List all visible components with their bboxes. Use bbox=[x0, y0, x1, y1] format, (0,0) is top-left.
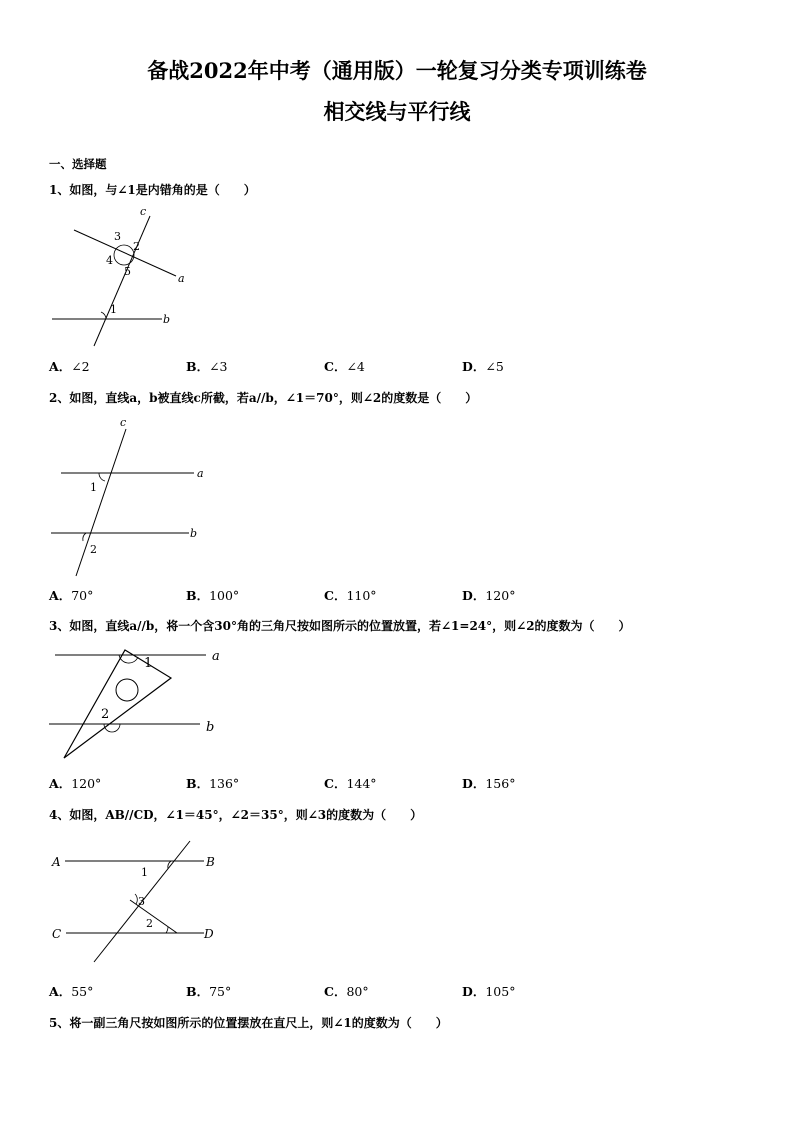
angle-3-label: 3 bbox=[114, 230, 121, 243]
label-a: a bbox=[178, 272, 185, 285]
question-2-figure bbox=[44, 412, 214, 578]
question-2-stem: 2、如图，直线a，b被直线c所截，若a//b，∠1＝70°，则∠2的度数是（ ） bbox=[49, 391, 478, 405]
angle-2-label: 2 bbox=[146, 917, 153, 930]
label-b: b bbox=[163, 313, 171, 326]
angle-1-label: 1 bbox=[144, 656, 153, 671]
question-1-figure bbox=[44, 200, 204, 350]
angle-2-label: 2 bbox=[90, 543, 97, 556]
angle-3-label: 3 bbox=[138, 895, 145, 908]
angle-5-label: 5 bbox=[124, 265, 131, 278]
page-subtitle: 相交线与平行线 bbox=[323, 99, 471, 124]
label-c: c bbox=[120, 416, 127, 429]
q3-option-c[interactable]: C．144° bbox=[324, 776, 377, 791]
question-3-stem: 3、如图，直线a//b，将一个含30°角的三角尺按如图所示的位置放置，若∠1=24°，则∠2的度数为（ ） bbox=[49, 619, 631, 633]
q4-option-d[interactable]: D．105° bbox=[462, 984, 516, 999]
angle-1-label: 1 bbox=[110, 303, 117, 316]
page-title: 备战2022年中考（通用版）一轮复习分类专项训练卷 bbox=[147, 58, 647, 83]
q3-option-a[interactable]: A．120° bbox=[49, 776, 102, 791]
q2-option-c[interactable]: C．110° bbox=[324, 588, 377, 603]
q4-option-c[interactable]: C．80° bbox=[324, 984, 369, 999]
question-5-stem: 5、将一副三角尺按如图所示的位置摆放在直尺上，则∠1的度数为（ ） bbox=[49, 1016, 448, 1030]
label-C: C bbox=[52, 927, 62, 941]
q1-option-c[interactable]: C．∠4 bbox=[324, 359, 365, 374]
q1-option-d[interactable]: D．∠5 bbox=[462, 359, 504, 374]
angle-2-label: 2 bbox=[101, 707, 110, 722]
q1-option-a[interactable]: A．∠2 bbox=[49, 359, 90, 374]
q4-option-a[interactable]: A．55° bbox=[49, 984, 94, 999]
question-3-figure bbox=[44, 645, 234, 765]
question-4-stem: 4、如图，AB//CD，∠1＝45°，∠2＝35°，则∠3的度数为（ ） bbox=[49, 808, 423, 822]
label-B: B bbox=[206, 855, 215, 869]
question-4-figure bbox=[44, 838, 224, 966]
label-A: A bbox=[52, 855, 61, 869]
q2-option-b[interactable]: B．100° bbox=[186, 588, 240, 603]
angle-2-label: 2 bbox=[133, 240, 140, 253]
angle-1-label: 1 bbox=[90, 481, 97, 494]
q2-option-d[interactable]: D．120° bbox=[462, 588, 516, 603]
q1-option-b[interactable]: B．∠3 bbox=[186, 359, 228, 374]
label-c: c bbox=[140, 205, 147, 218]
q3-option-b[interactable]: B．136° bbox=[186, 776, 240, 791]
label-a: a bbox=[212, 649, 220, 664]
section-heading: 一、选择题 bbox=[49, 157, 107, 171]
angle-4-label: 4 bbox=[106, 254, 113, 267]
label-a: a bbox=[197, 467, 204, 480]
question-1-stem: 1、如图，与∠1是内错角的是（ ） bbox=[49, 183, 256, 197]
q3-option-d[interactable]: D．156° bbox=[462, 776, 516, 791]
label-b: b bbox=[190, 527, 198, 540]
angle-1-label: 1 bbox=[141, 866, 148, 879]
q2-option-a[interactable]: A．70° bbox=[49, 588, 94, 603]
label-b: b bbox=[206, 720, 215, 735]
q4-option-b[interactable]: B．75° bbox=[186, 984, 232, 999]
label-D: D bbox=[204, 927, 214, 941]
